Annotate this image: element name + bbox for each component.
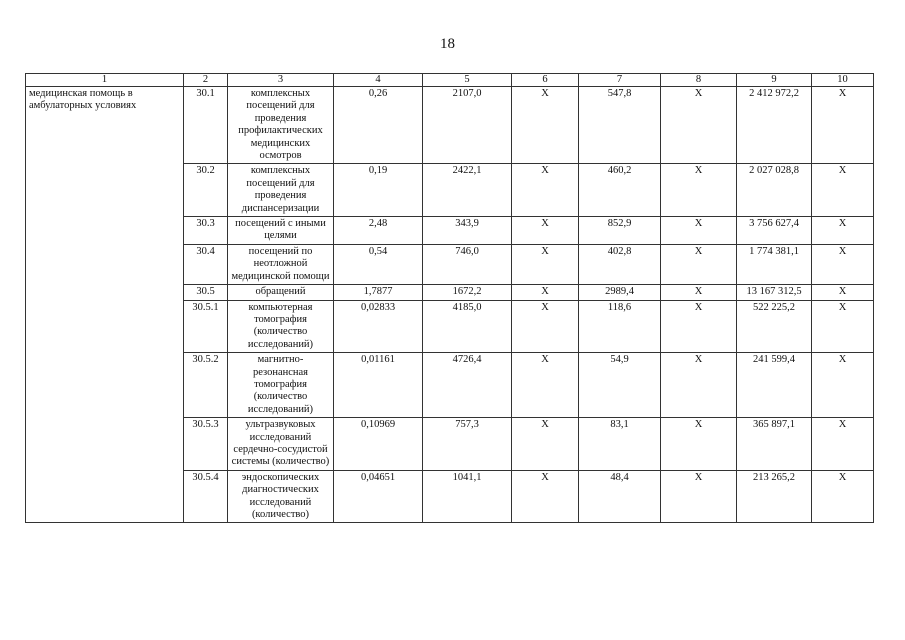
cell-x: X (661, 244, 737, 284)
cell-x: X (512, 418, 579, 471)
cell-value: 460,2 (579, 164, 661, 217)
row-code: 30.1 (184, 87, 228, 164)
row-code: 30.5.1 (184, 300, 228, 353)
cell-value: 1672,2 (423, 285, 512, 300)
row-code: 30.3 (184, 217, 228, 245)
cell-value: 746,0 (423, 244, 512, 284)
row-description: ультразвуковых исследований сердечно-сосудистой системы (количество) (228, 418, 334, 471)
cell-x: X (812, 87, 874, 164)
cell-value: 0,01161 (334, 353, 423, 418)
cell-value: 48,4 (579, 470, 661, 523)
cell-x: X (512, 470, 579, 523)
column-header: 2 (184, 74, 228, 87)
cell-x: X (661, 285, 737, 300)
cell-x: X (812, 285, 874, 300)
column-header: 9 (737, 74, 812, 87)
cell-value: 13 167 312,5 (737, 285, 812, 300)
row-code: 30.5 (184, 285, 228, 300)
column-header: 8 (661, 74, 737, 87)
cell-value: 1,7877 (334, 285, 423, 300)
cell-value: 0,19 (334, 164, 423, 217)
cell-value: 83,1 (579, 418, 661, 471)
header-row (26, 74, 874, 87)
cell-x: X (661, 470, 737, 523)
cell-x: X (512, 164, 579, 217)
row-description: посещений по неотложной медицинской помощи (228, 244, 334, 284)
row-description: эндоскопических диагностических исследований (количество) (228, 470, 334, 523)
cell-x: X (661, 164, 737, 217)
cell-x: X (812, 217, 874, 245)
cell-value: 0,26 (334, 87, 423, 164)
cell-value: 4726,4 (423, 353, 512, 418)
column-header: 4 (334, 74, 423, 87)
cell-x: X (512, 353, 579, 418)
cell-x: X (512, 300, 579, 353)
cell-value: 2 412 972,2 (737, 87, 812, 164)
cell-value: 365 897,1 (737, 418, 812, 471)
page-number: 18 (440, 36, 455, 52)
cell-x: X (512, 244, 579, 284)
column-header: 6 (512, 74, 579, 87)
row-code: 30.5.4 (184, 470, 228, 523)
cell-value: 0,10969 (334, 418, 423, 471)
cell-x: X (661, 353, 737, 418)
column-header: 10 (812, 74, 874, 87)
cell-value: 402,8 (579, 244, 661, 284)
cell-value: 522 225,2 (737, 300, 812, 353)
column-header: 3 (228, 74, 334, 87)
row-description: компьютерная томография (количество исследований) (228, 300, 334, 353)
cell-value: 0,54 (334, 244, 423, 284)
cell-value: 1 774 381,1 (737, 244, 812, 284)
cell-x: X (512, 87, 579, 164)
cell-value: 2422,1 (423, 164, 512, 217)
cell-x: X (812, 300, 874, 353)
cell-value: 757,3 (423, 418, 512, 471)
row-code: 30.5.2 (184, 353, 228, 418)
section-label: медицинская помощь в амбулаторных условиях (26, 87, 184, 523)
cell-value: 0,04651 (334, 470, 423, 523)
column-header: 1 (26, 74, 184, 87)
cell-x: X (661, 300, 737, 353)
cell-x: X (812, 353, 874, 418)
cell-value: 0,02833 (334, 300, 423, 353)
cell-value: 241 599,4 (737, 353, 812, 418)
cell-value: 343,9 (423, 217, 512, 245)
cell-value: 547,8 (579, 87, 661, 164)
row-description: магнитно-резонансная томография (количество исследований) (228, 353, 334, 418)
cell-x: X (812, 164, 874, 217)
cell-value: 3 756 627,4 (737, 217, 812, 245)
cell-x: X (512, 217, 579, 245)
cell-x: X (661, 87, 737, 164)
cell-value: 2,48 (334, 217, 423, 245)
table-row (26, 87, 874, 164)
row-code: 30.2 (184, 164, 228, 217)
data-table (25, 73, 874, 523)
cell-x: X (661, 217, 737, 245)
row-description: обращений (228, 285, 334, 300)
row-description: посещений с иными целями (228, 217, 334, 245)
cell-x: X (812, 470, 874, 523)
cell-value: 4185,0 (423, 300, 512, 353)
row-description: комплексных посещений для проведения диспансеризации (228, 164, 334, 217)
row-code: 30.4 (184, 244, 228, 284)
cell-value: 118,6 (579, 300, 661, 353)
cell-x: X (661, 418, 737, 471)
cell-value: 54,9 (579, 353, 661, 418)
cell-x: X (512, 285, 579, 300)
row-code: 30.5.3 (184, 418, 228, 471)
cell-x: X (812, 244, 874, 284)
column-header: 5 (423, 74, 512, 87)
cell-value: 2107,0 (423, 87, 512, 164)
cell-value: 2989,4 (579, 285, 661, 300)
cell-value: 852,9 (579, 217, 661, 245)
row-description: комплексных посещений для проведения профилактических медицинских осмотров (228, 87, 334, 164)
cell-value: 1041,1 (423, 470, 512, 523)
cell-x: X (812, 418, 874, 471)
column-header: 7 (579, 74, 661, 87)
cell-value: 2 027 028,8 (737, 164, 812, 217)
cell-value: 213 265,2 (737, 470, 812, 523)
